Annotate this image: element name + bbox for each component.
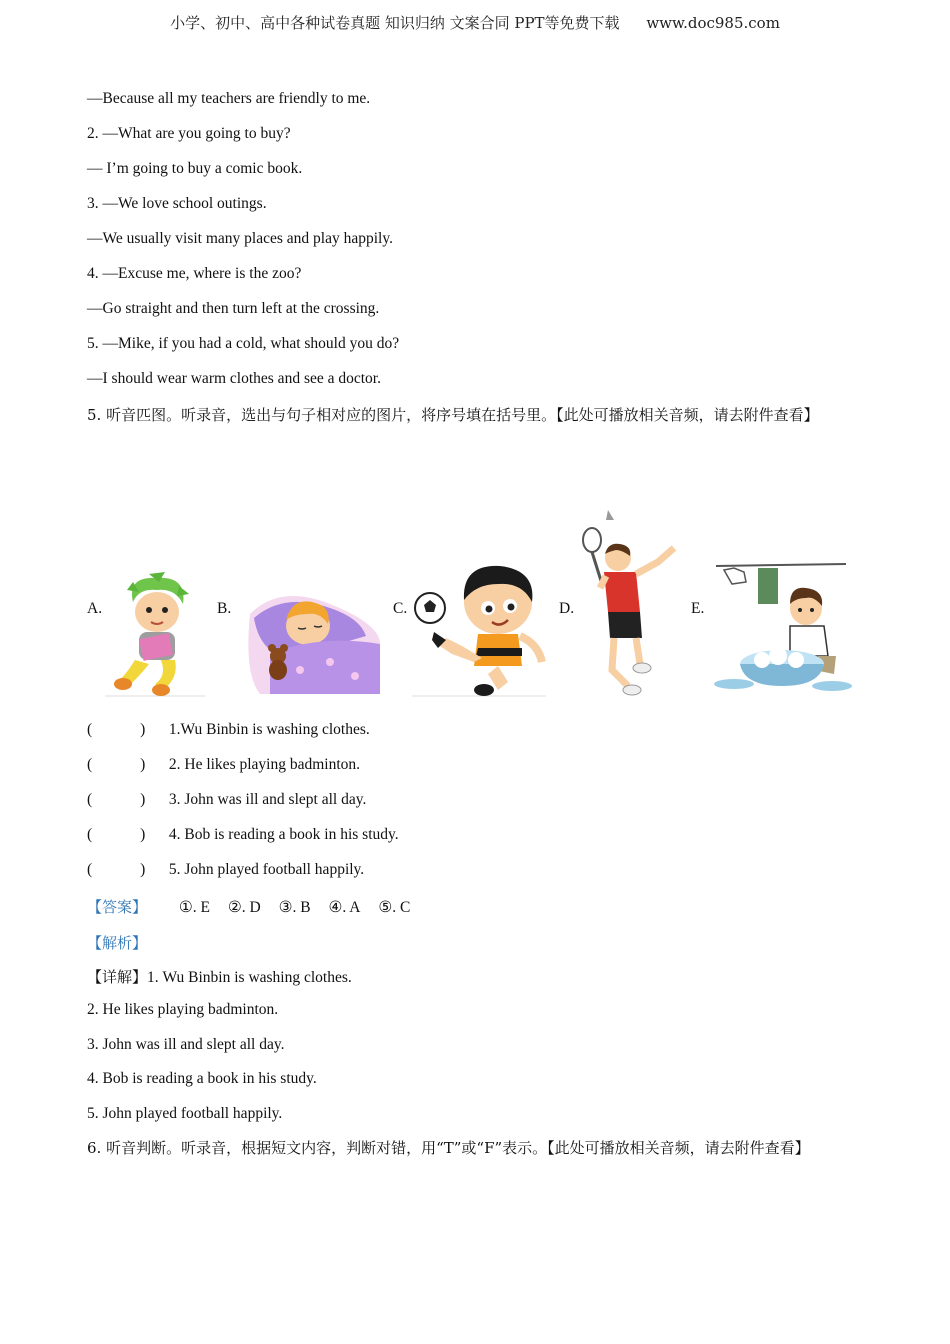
question-5-item-1 — [87, 721, 370, 739]
picture-label-d: D. — [559, 600, 575, 617]
question-5-item-2 — [87, 756, 360, 774]
dialogue-line: —I should wear warm clothes and see a doctor. — [87, 370, 381, 387]
answer-item: ③. B — [278, 899, 311, 916]
item-text: 2. He likes playing badminton. — [168, 756, 361, 773]
header-text: 小学、初中、高中各种试卷真题 知识归纳 文案合同 PPT等免费下载 — [170, 14, 620, 32]
dialogue-line: —Because all my teachers are friendly to me. — [87, 90, 371, 107]
boy-kicking-football-icon — [412, 562, 548, 698]
picture-label-e: E. — [691, 600, 705, 617]
answer-blank[interactable]: ( ) — [87, 721, 146, 738]
detail-line: 3. John was ill and slept all day. — [87, 1036, 285, 1053]
detail-label: 【详解】 — [87, 968, 148, 986]
detail-line — [87, 966, 352, 987]
boy-playing-badminton-icon — [578, 508, 682, 698]
picture-label-c: C. — [393, 600, 408, 617]
item-text: 4. Bob is reading a book in his study. — [168, 826, 399, 843]
answer-blank[interactable]: ( ) — [87, 756, 146, 773]
answer-item: ①. E — [178, 899, 211, 916]
boy-washing-clothes-icon — [710, 560, 856, 694]
question-5-item-5 — [87, 861, 364, 879]
answer-item: ⑤. C — [378, 899, 411, 916]
page-header — [0, 12, 950, 33]
answer-label: 【答案】 — [87, 898, 148, 916]
answer-blank[interactable]: ( ) — [87, 826, 146, 843]
detail-line: 4. Bob is reading a book in his study. — [87, 1070, 317, 1087]
picture-label-a: A. — [87, 600, 103, 617]
item-text: 3. John was ill and slept all day. — [168, 791, 367, 808]
dialogue-line: — I’m going to buy a comic book. — [87, 160, 303, 177]
answer-blank[interactable]: ( ) — [87, 861, 146, 878]
detail-line: 5. John played football happily. — [87, 1105, 283, 1122]
boy-reading-book-icon — [105, 572, 207, 698]
dialogue-line: 5. —Mike, if you had a cold, what should you do? — [87, 335, 400, 352]
dialogue-line: 4. —Excuse me, where is the zoo? — [87, 265, 302, 282]
question-5-instruction: 5. 听音匹图。听录音，选出与句子相对应的图片，将序号填在括号里。【此处可播放相关音频，请去附件查看】 — [87, 406, 819, 424]
question-5-item-4 — [87, 826, 399, 844]
item-text: 1.Wu Binbin is washing clothes. — [168, 721, 370, 738]
header-site-link[interactable]: www.doc985.com — [646, 14, 780, 32]
picture-label-b: B. — [217, 600, 232, 617]
answer-row — [87, 896, 424, 917]
dialogue-line: —Go straight and then turn left at the crossing. — [87, 300, 380, 317]
dialogue-line: —We usually visit many places and play happily. — [87, 230, 393, 247]
answer-item: ②. D — [227, 899, 261, 916]
dialogue-line: 3. —We love school outings. — [87, 195, 267, 212]
question-5-item-3 — [87, 791, 366, 809]
answer-blank[interactable]: ( ) — [87, 791, 146, 808]
boy-sleeping-in-bed-icon — [240, 584, 382, 698]
answer-item: ④. A — [328, 899, 361, 916]
analysis-label: 【解析】 — [87, 934, 148, 952]
dialogue-line: 2. —What are you going to buy? — [87, 125, 291, 142]
item-text: 5. John played football happily. — [168, 861, 365, 878]
question-6-instruction: 6. 听音判断。听录音，根据短文内容，判断对错，用“T”或“F”表示。【此处可播放相关音频，请去附件查看】 — [87, 1139, 810, 1157]
detail-text: 1. Wu Binbin is washing clothes. — [147, 969, 352, 986]
detail-line: 2. He likes playing badminton. — [87, 1001, 279, 1018]
